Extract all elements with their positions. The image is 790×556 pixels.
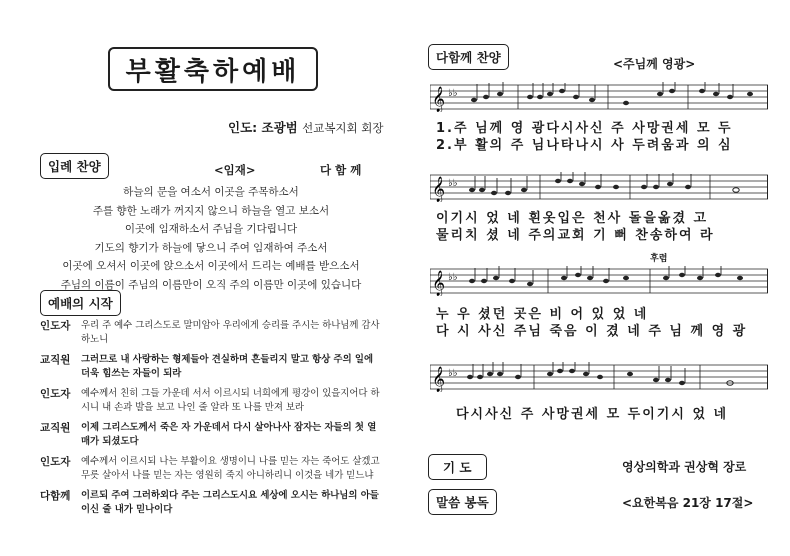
lyric-line: 이곳에 임재하소서 주님을 기다립니다	[124, 223, 298, 235]
reading-row	[40, 421, 380, 449]
reading-text: 우리 주 예수 그리스도로 말미암아 우리에게 승리를 주시는 하나님께 감사하노니	[81, 320, 380, 345]
worship-start-label: 예배의 시작	[40, 290, 121, 316]
reading-speaker: 교직원	[40, 422, 71, 434]
svg-text:♭♭: ♭♭	[448, 88, 458, 99]
scripture-label: 말씀 봉독	[428, 489, 497, 515]
reading-text: 이르되 주여 그러하외다 주는 그리스도시요 세상에 오시는 하나님의 아들이신 줄 내가 믿나이다	[81, 490, 379, 515]
opening-hymn-performer: 다함께	[320, 163, 366, 177]
leader-label: 인도:	[228, 120, 258, 135]
opening-hymn-subtitle: <임재>	[214, 163, 256, 177]
lyric-line: 하늘의 문을 여소서 이곳을 주목하소서	[123, 186, 299, 198]
hymn-lyric-line: 1.주 님께 영 광다시사신 주 사망권세 모 두	[436, 121, 733, 136]
reading-speaker: 교직원	[40, 354, 71, 366]
service-title: 부활축하예배	[108, 47, 318, 91]
reading-row	[40, 387, 380, 415]
reading-row	[40, 319, 380, 347]
prayer-person: 영상의학과 권상혁 장로	[622, 460, 747, 474]
hymn-lyric-line: 다 시 사신 주님 죽음 이 겼 네 주 님 께 영 광	[436, 324, 748, 339]
reading-text: 예수께서 친히 그들 가운데 서서 이르시되 너희에게 평강이 있을지어다 하시니 내 손과 발을 보고 나인 줄 알라 또 나를 만져 보라	[81, 388, 380, 413]
svg-text:♭♭: ♭♭	[448, 178, 458, 189]
svg-text:♭♭: ♭♭	[448, 368, 458, 379]
hymn-lyric-line: 다시사신 주 사망권세 모 두이기시 었 네	[456, 407, 729, 422]
hymn-lyric-line: 2.부 활의 주 님나타나시 사 두려움과 의 심	[436, 138, 733, 153]
reading-row	[40, 455, 380, 483]
reading-row	[40, 353, 380, 381]
opening-hymn-label: 입례 찬양	[40, 153, 109, 179]
reading-text: 이제 그리스도께서 죽은 자 가운데서 다시 살아나사 잠자는 자들의 첫 열매가 되셨도다	[81, 422, 377, 447]
responsive-reading	[40, 319, 380, 523]
reading-text: 예수께서 이르시되 나는 부활이요 생명이니 나를 믿는 자는 죽어도 살겠고 무릇 살아서 나를 믿는 자는 영원히 죽지 아니하리니 이것을 네가 믿느냐	[81, 456, 380, 481]
reading-speaker: 인도자	[40, 320, 71, 332]
reading-text: 그러므로 내 사랑하는 형제들아 견실하며 흔들리지 말고 항상 주의 일에 더욱 힘쓰는 자들이 되라	[81, 354, 374, 379]
svg-text:𝄞: 𝄞	[432, 177, 446, 202]
music-staff-1	[430, 82, 768, 112]
svg-text:𝄞: 𝄞	[432, 367, 446, 392]
lyric-line: 이곳에 오셔서 이곳에 앉으소서 이곳에서 드리는 예배를 받으소서	[62, 260, 360, 272]
music-staff-2	[430, 172, 768, 202]
leader-line	[228, 118, 384, 136]
refrain-mark: 후렴	[650, 254, 668, 264]
reading-row	[40, 489, 380, 517]
praise-hymn-title: <주님께 영광>	[613, 57, 696, 71]
hymn-lyric-line: 이기시 었 네 흰옷입은 천사 돌을옮겼 고	[436, 211, 709, 226]
lyric-line: 주를 향한 노래가 꺼지지 않으니 하늘을 열고 보소서	[92, 204, 330, 217]
reading-speaker: 다함께	[40, 490, 71, 502]
praise-label: 다함께 찬양	[428, 44, 509, 70]
hymn-lyric-line: 누 우 셨던 곳은 비 어 있 었 네	[436, 307, 649, 322]
prayer-label: 기 도	[428, 454, 487, 480]
leader-role: 선교복지회 회장	[302, 121, 384, 135]
music-staff-3	[430, 266, 768, 296]
reading-speaker: 인도자	[40, 388, 71, 400]
lyric-line: 기도의 향기가 하늘에 닿으니 주여 임재하여 주소서	[94, 241, 328, 254]
opening-hymn-lyrics	[46, 183, 376, 294]
scripture-reference: <요한복음 21장 17절>	[622, 496, 754, 510]
lyric-line: 주님의 이름이 주님의 이름만이 오직 주의 이름만 이곳에 있습니다	[60, 278, 362, 291]
svg-text:𝄞: 𝄞	[432, 271, 446, 296]
hymn-lyric-line: 물리치 셨 네 주의교회 기 뻐 찬송하여 라	[436, 228, 715, 243]
music-staff-4	[430, 362, 768, 392]
svg-text:𝄞: 𝄞	[432, 87, 446, 112]
leader-name: 조광범	[261, 120, 298, 135]
reading-speaker: 인도자	[40, 456, 71, 468]
svg-text:♭♭: ♭♭	[448, 272, 458, 283]
